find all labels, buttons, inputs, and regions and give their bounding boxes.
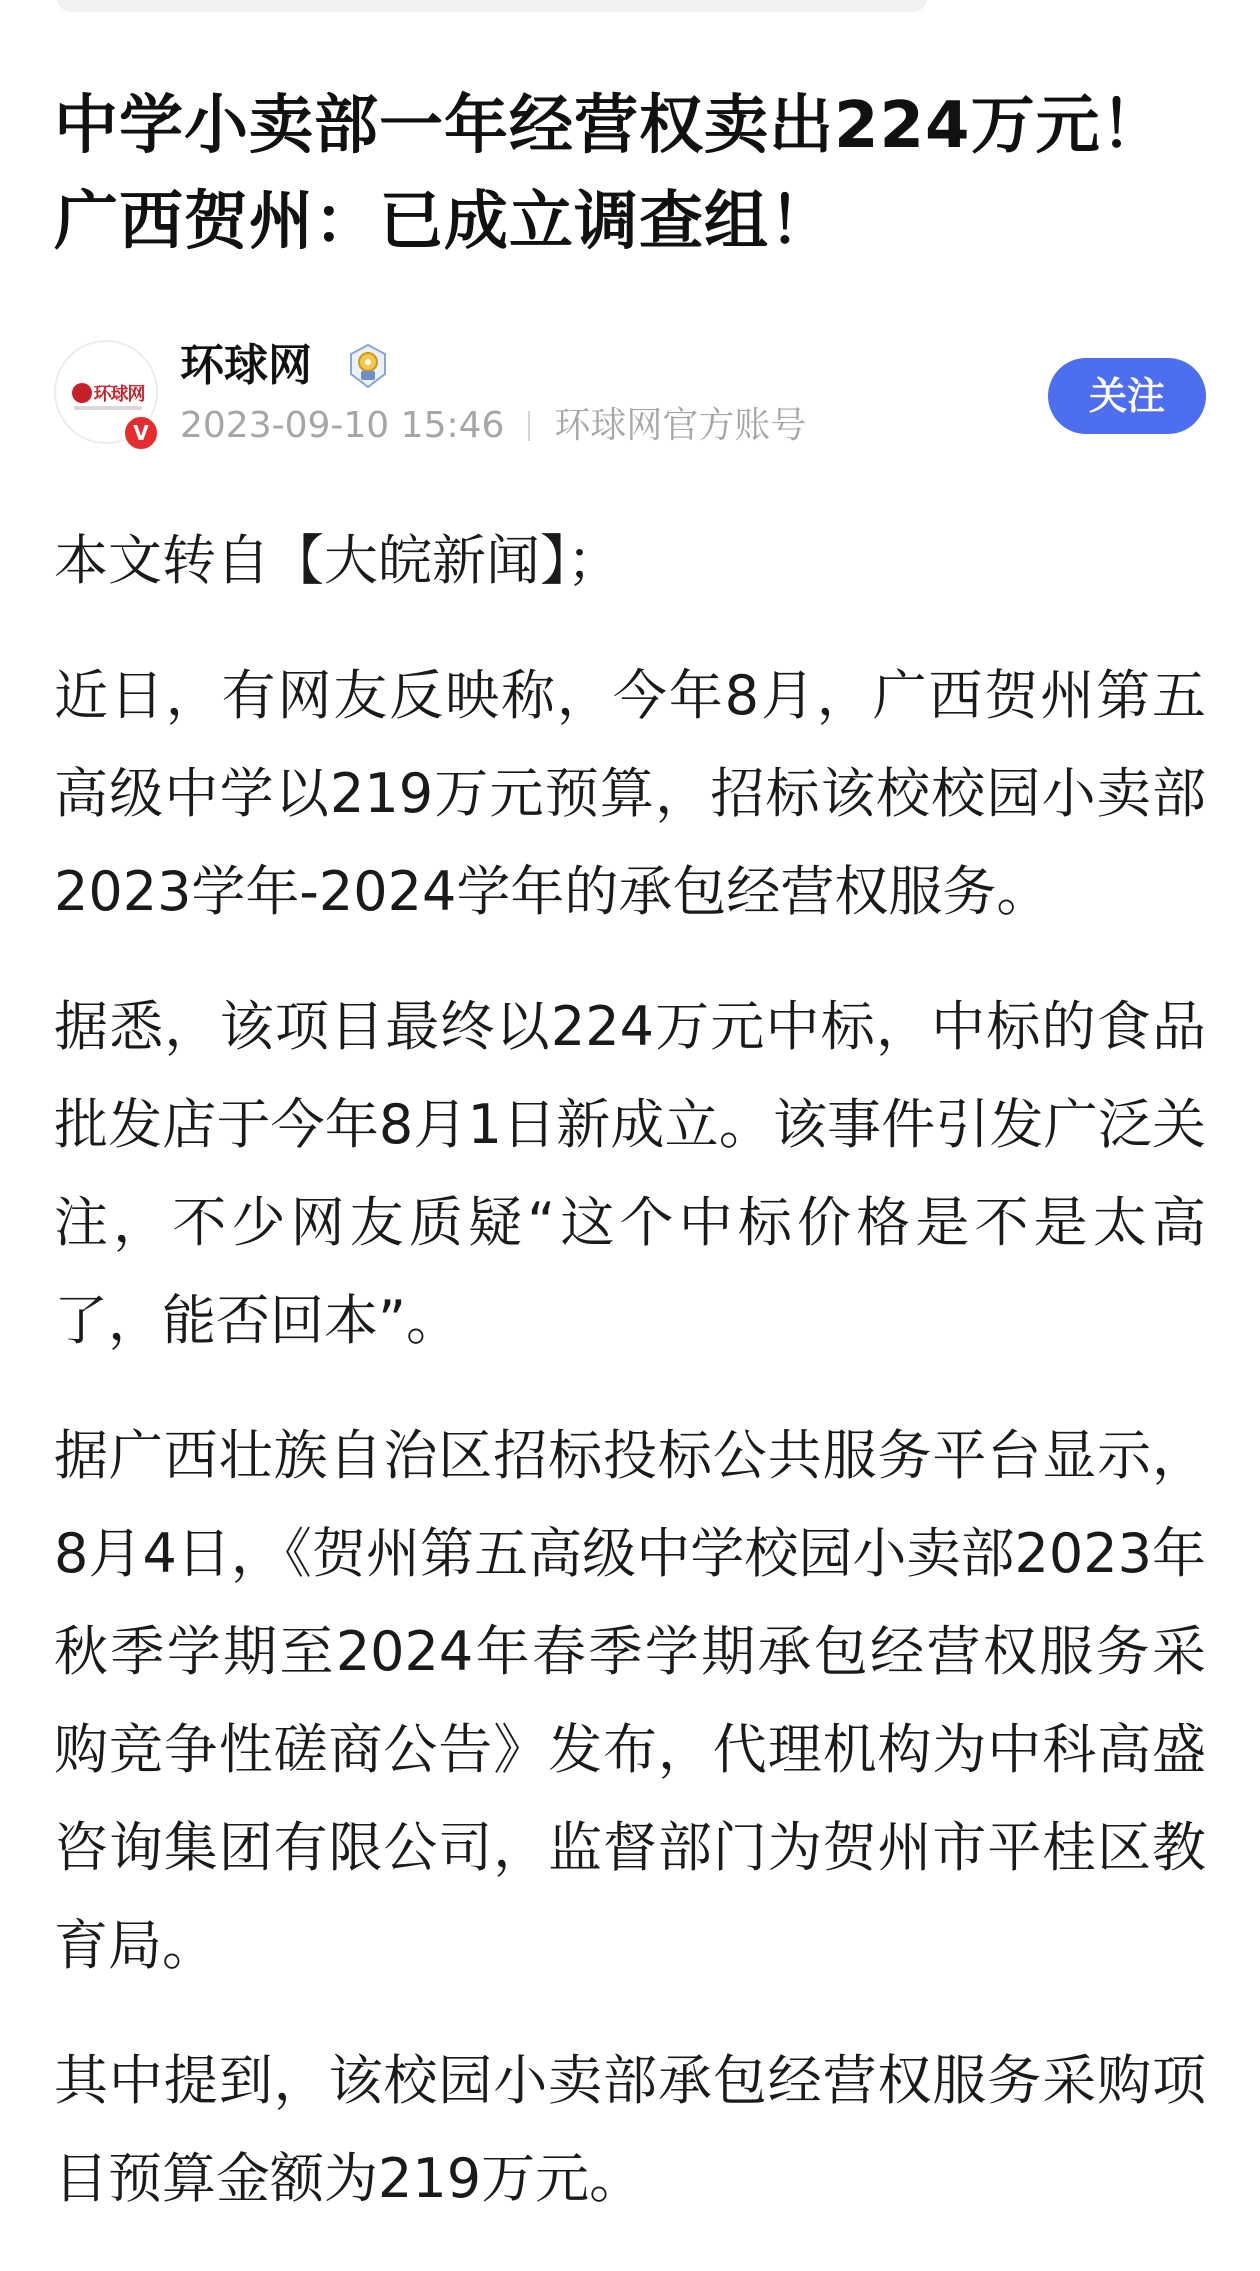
top-search-bar[interactable] [56,0,928,12]
avatar-url-line [74,406,142,410]
author-meta [180,402,806,450]
account-type: 环球网官方账号 [554,405,807,446]
follow-button[interactable]: 关注 [1048,358,1206,434]
huanqiu-logo [64,380,152,406]
paragraph-source: 本文转自【大皖新闻】； [54,529,621,592]
meta-divider [528,411,530,441]
verified-badge-icon: V [122,414,160,452]
article-title: 中学小卖部一年经营权卖出224万元！广西贺州：已成立调查组！ [54,89,1166,259]
paragraph: 其中提到，该校园小卖部承包经营权服务采购项目预算金额为219万元。 [54,2049,1206,2210]
paragraph: 据悉，该项目最终以224万元中标，中标的食品批发店于今年8月1日新成立。该事件引发广泛关注，不少网友质疑“这个中标价格是不是太高了，能否回本”。 [54,995,1206,1352]
publish-date: 2023-09-10 15:46 [180,405,505,446]
paragraph: 据广西壮族自治区招标投标公共服务平台显示，8月4日，《贺州第五高级中学校园小卖部2023年秋季学期至2024年春季学期承包经营权服务采购竞争性磋商公告》发布，代理机构为中科高盛咨询集团有限公司，监督部门为贺州市平桂区教育局。 [54,1424,1206,1977]
author-row [54,336,1206,446]
article-body [54,512,1206,2265]
avatar-logo-text: 环球网 [93,384,145,405]
avatar[interactable] [54,340,158,444]
author-name[interactable]: 环球网 [180,340,312,391]
paragraph: 近日，有网友反映称，今年8月，广西贺州第五高级中学以219万元预算，招标该校校园小卖部2023学年-2024学年的承包经营权服务。 [54,664,1206,923]
huanqiu-logo-mark [72,383,92,403]
medal-icon [344,342,392,390]
